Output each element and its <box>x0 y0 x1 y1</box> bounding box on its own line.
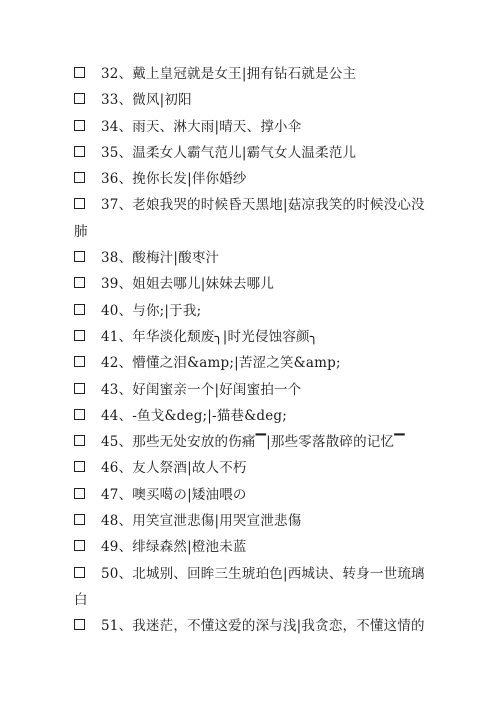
list-item <box>74 192 434 218</box>
checkbox-icon[interactable] <box>74 356 85 367</box>
checkbox-icon[interactable] <box>74 514 85 525</box>
list-item <box>74 166 434 192</box>
list-item-continuation: 肺 <box>74 223 88 240</box>
list-item-text: 45、那些无处安放的伤痛▔|那些零落散碎的记忆▔ <box>101 434 405 451</box>
list-item-text: 32、戴上皇冠就是女王|拥有钻石就是公主 <box>101 66 357 82</box>
checkbox-icon[interactable] <box>74 619 85 630</box>
list-item-text: 37、老娘我哭的时候昏天黑地|菇凉我笑的时候没心没 <box>101 197 425 214</box>
list-item-text: 33、微风|初阳 <box>101 92 192 109</box>
list-item-text: 51、我迷茫，不懂这爱的深与浅|我贪恋，不懂这情的 <box>101 618 425 635</box>
list-item <box>74 429 434 455</box>
list-item <box>74 482 434 508</box>
list-item <box>74 61 434 87</box>
list-item-text: 46、友人祭酒|故人不朽 <box>101 460 247 477</box>
checkbox-icon[interactable] <box>74 488 85 499</box>
list-item-text: 34、雨天、淋大雨|晴天、撑小伞 <box>101 118 302 135</box>
checkbox-icon[interactable] <box>74 383 85 394</box>
list-item-text: 43、好闺蜜亲一个|好闺蜜拍一个 <box>101 381 302 398</box>
list-item <box>74 377 434 403</box>
checkbox-icon[interactable] <box>74 120 85 131</box>
checkbox-icon[interactable] <box>74 409 85 420</box>
list-item-text: 44、-鱼戈&deg;|-猫巷&deg; <box>101 407 288 424</box>
checklist <box>74 61 434 640</box>
list-item <box>74 298 434 324</box>
list-item <box>74 140 434 166</box>
checkbox-icon[interactable] <box>74 277 85 288</box>
list-item <box>74 508 434 534</box>
list-item-text: 38、酸梅汁|酸枣汁 <box>101 250 220 267</box>
list-item <box>74 455 434 481</box>
checkbox-icon[interactable] <box>74 461 85 472</box>
list-item <box>74 350 434 376</box>
list-item-text: 49、绯绿森然|橙池未蓝 <box>101 539 247 556</box>
checkbox-icon[interactable] <box>74 304 85 315</box>
list-item-text: 47、噢买噶の|矮油喂の <box>101 486 247 503</box>
list-item <box>74 271 434 297</box>
checkbox-icon[interactable] <box>74 93 85 104</box>
list-item-text: 50、北城别、回眸三生琥珀色|西城诀、转身一世琉璃 <box>101 565 425 582</box>
checkbox-icon[interactable] <box>74 435 85 446</box>
list-item <box>74 114 434 140</box>
list-item <box>74 245 434 271</box>
list-item-text: 41、年华淡化颓废╮|时光侵蚀容颜╮ <box>101 328 319 345</box>
list-item <box>74 324 434 350</box>
checkbox-icon[interactable] <box>74 67 85 78</box>
checkbox-icon[interactable] <box>74 567 85 578</box>
list-item-continuation: 白 <box>74 591 88 608</box>
list-item <box>74 613 434 639</box>
list-item-text: 40、与你;|于我; <box>101 302 202 319</box>
checkbox-icon[interactable] <box>74 198 85 209</box>
list-item <box>74 561 434 587</box>
list-item <box>74 87 434 113</box>
checkbox-icon[interactable] <box>74 172 85 183</box>
list-item-text: 48、用笑宣泄悲傷|用哭宣泄悲傷 <box>101 513 302 530</box>
list-item <box>74 403 434 429</box>
checkbox-icon[interactable] <box>74 251 85 262</box>
checkbox-icon[interactable] <box>74 146 85 157</box>
list-item-text: 39、姐姐去哪儿|妹妹去哪儿 <box>101 276 275 293</box>
list-item <box>74 534 434 560</box>
checkbox-icon[interactable] <box>74 330 85 341</box>
list-item-text: 42、懵懂之泪&amp;|苦涩之笑&amp; <box>101 355 341 372</box>
checkbox-icon[interactable] <box>74 540 85 551</box>
list-item-text: 35、温柔女人霸气范儿|霸气女人温柔范儿 <box>101 144 357 161</box>
list-item-text: 36、挽你长发|伴你婚纱 <box>101 171 247 188</box>
